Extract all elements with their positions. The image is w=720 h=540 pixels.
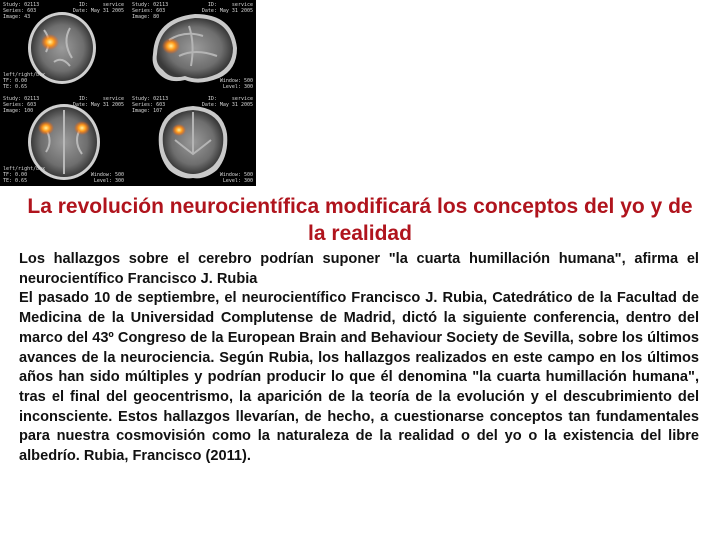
panel-scan-params: left/right/box TF: 0.00 TE: 0.65 xyxy=(3,166,46,184)
article-paragraph: El pasado 10 de septiembre, el neurocientífico Francisco J. Rubia, Catedrático de la Facultad de Medicina de la Universidad Complutense de Madrid, dictó la siguiente conferencia, dentro del marco del 43º Congreso de la European Brain and Behaviour Society de Sevilla, sobre los últimos avances de la neurociencia. Según Rubia, los hallazgos realizados en este campo en los últimos años han sido múltiples y podrían producir lo que él denomina "la cuarta humillación humana", tras el final del geocentrismo, la aparición de la teoría de la evolución y el descubrimiento del inconsciente. Estos hallazgos llevarían, de hecho, a cuestionarse conceptos tan fundamentales para nuestra cosmovisión como la naturaleza de la realidad o del yo o la existencia del libre albedrío. Rubia, Francisco (2011). xyxy=(19,290,699,465)
article-body xyxy=(19,250,699,467)
panel-study-info: Study: 02113 Series: 603 Image: 107 xyxy=(132,96,169,114)
panel-patient-info: ID: service Date: May 31 2005 xyxy=(201,96,253,108)
panel-window-info: Window: 500 Level: 300 xyxy=(219,172,253,184)
panel-patient-info: ID: service Date: May 31 2005 xyxy=(72,2,124,14)
fmri-panel-4 xyxy=(129,94,256,186)
article-subtitle: Los hallazgos sobre el cerebro podrían suponer "la cuarta humillación humana", afirma el neurocientífico Francisco J. Rubia xyxy=(19,251,699,287)
fmri-panel-1 xyxy=(0,0,127,92)
fmri-panel-3 xyxy=(0,94,127,186)
panel-study-info: Study: 02113 Series: 603 Image: 80 xyxy=(132,2,169,20)
panel-patient-info: ID: service Date: May 31 2005 xyxy=(201,2,253,14)
fmri-panel-2 xyxy=(129,0,256,92)
panel-window-info: Window: 500 Level: 300 xyxy=(90,172,124,184)
panel-study-info: Study: 02113 Series: 603 Image: 100 xyxy=(3,96,40,114)
panel-window-info: Window: 500 Level: 300 xyxy=(219,78,253,90)
panel-study-info: Study: 02113 Series: 603 Image: 43 xyxy=(3,2,40,20)
article-title: La revolución neurocientífica modificará los conceptos del yo y de la realidad xyxy=(27,195,693,245)
fmri-image-grid xyxy=(0,0,256,186)
panel-patient-info: ID: service Date: May 31 2005 xyxy=(72,96,124,108)
panel-scan-params: left/right/box TF: 0.00 TE: 0.65 xyxy=(3,72,46,90)
